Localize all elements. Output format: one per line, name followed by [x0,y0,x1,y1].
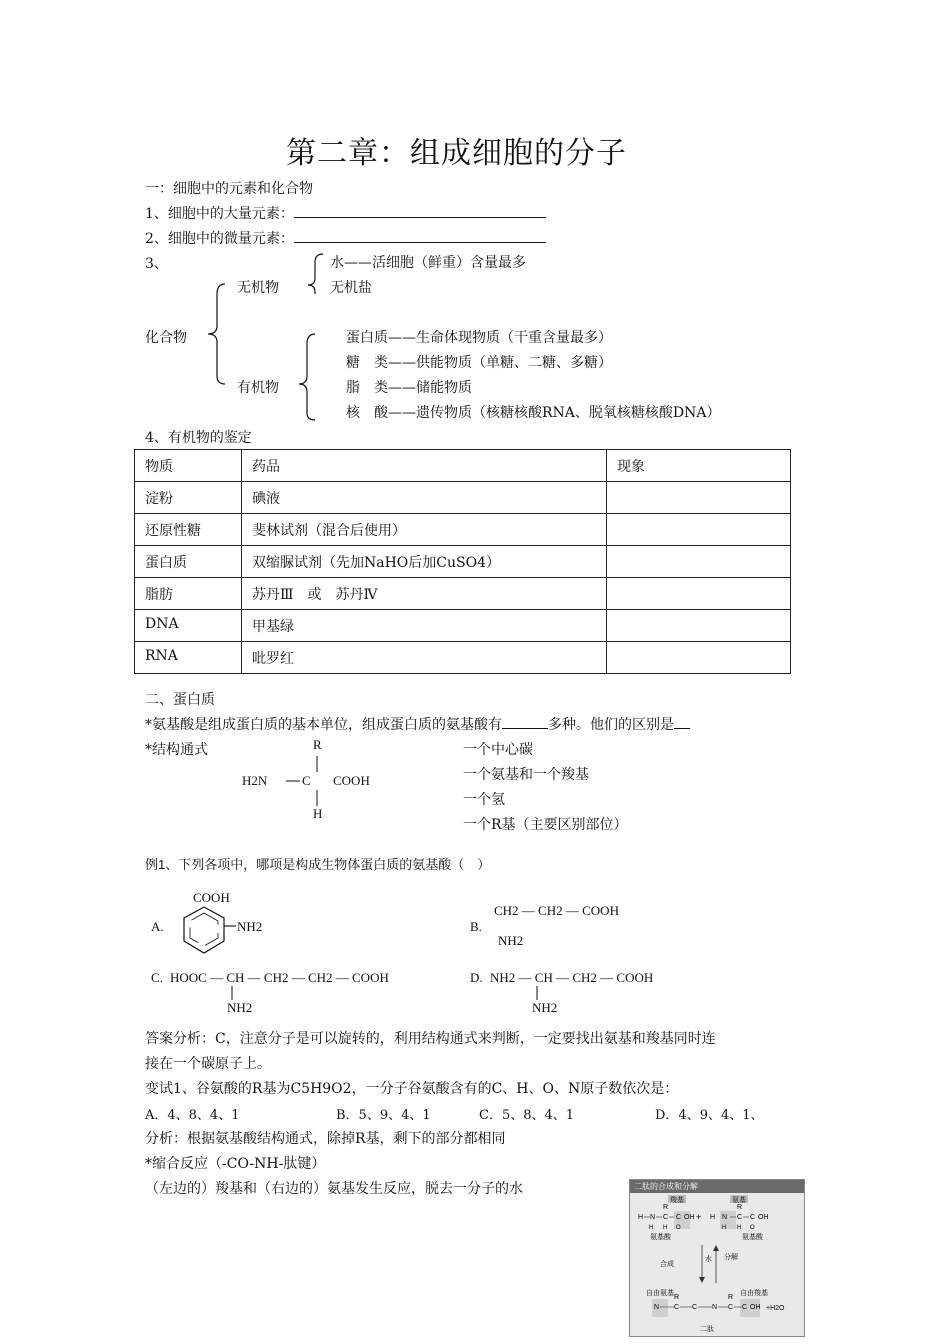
answer-analysis-1: 答案分析：C，注意分子是可以旋转的，利用结构通式来判断，一定要找出氨基和羧基同时连 [145,1031,716,1047]
svg-text:N: N [650,1214,656,1221]
formula-h2n: H2N [242,773,268,788]
water-label: 水 [705,1256,712,1263]
table-cell[interactable] [607,642,791,674]
compound-braces [195,248,335,430]
svg-text:C: C [674,1304,680,1311]
amino-acid-2-label: 氨基酸 [742,1234,763,1241]
answer-analysis-2: 接在一个碳原子上。 [145,1056,271,1072]
amino-acid-text: *氨基酸是组成蛋白质的基本单位，组成蛋白质的氨基酸有 [145,717,502,733]
svg-text:R: R [674,1294,680,1301]
figure-header: 二肽的合成和分解 [630,1180,804,1193]
table-cell: 脂肪 [135,578,242,610]
free-amino-label: 自由氨基 [646,1290,674,1297]
table-row [135,482,791,514]
table-row [135,610,791,642]
option-a-cooh: COOH [193,890,230,905]
table-row [135,514,791,546]
svg-text:O: O [676,1225,681,1231]
option-b-label[interactable]: B. [470,919,482,934]
feature-item: 一个氨基和一个羧基 [463,767,589,783]
option-d-chain: NH2 — CH — CH2 — COOH [490,970,654,985]
table-cell[interactable] [607,578,791,610]
water-product-label: +H2O [766,1305,785,1312]
svg-text:H: H [722,1225,727,1231]
table-cell: 吡罗红 [242,642,607,674]
example1-question: 例1、下列各项中，哪项是构成生物体蛋白质的氨基酸（ ） [145,857,491,872]
svg-text:C: C [728,1304,734,1311]
organic-item: 脂 类——储能物质 [346,380,472,396]
organic-label: 有机物 [237,380,279,396]
option-c-chain: HOOC — CH — CH2 — CH2 — COOH [170,970,389,985]
svg-text:C: C [750,1214,756,1221]
svg-text:N: N [722,1214,728,1221]
trace-elements-label: 2、细胞中的微量元素： [145,231,294,247]
table-cell: 甲基绿 [242,610,607,642]
decomposition-label: 分解 [724,1254,738,1261]
option-d-bond [530,984,540,1002]
svg-text:OH: OH [758,1214,769,1221]
table-cell: DNA [135,610,242,642]
table-cell: 淀粉 [135,482,242,514]
synthesis-label: 合成 [660,1261,674,1268]
option-b-nh2: NH2 [498,933,524,948]
table-cell: 还原性糖 [135,514,242,546]
table-cell: 双缩脲试剂（先加NaHO后加CuSO4） [242,546,607,578]
table-cell: RNA [135,642,242,674]
table-cell: 斐林试剂（混合后使用） [242,514,607,546]
feature-item: 一个R基（主要区别部位） [463,817,628,833]
choice-d[interactable]: D．4、9、4、1、 [655,1108,764,1123]
identification-table [134,449,791,674]
inorganic-item: 无机盐 [330,280,372,296]
table-cell[interactable] [607,610,791,642]
table-cell: 碘液 [242,482,607,514]
table-cell: 蛋白质 [135,546,242,578]
formula-r: R [313,737,322,752]
variant-question: 变试1、谷氨酸的R基为C5H9O2，一分子谷氨酸含有的C、H、O、N原子数依次是： [145,1081,679,1097]
svg-text:H: H [663,1225,668,1231]
svg-text:R: R [663,1204,669,1211]
table-row [135,578,791,610]
option-c-bond [225,984,235,1002]
amino-acid-1-label: 氨基酸 [650,1234,671,1241]
svg-text:H: H [638,1214,644,1221]
formula-bonds [280,752,340,810]
amino-label: 氨基 [732,1197,746,1204]
inorganic-label: 无机物 [237,280,279,296]
major-elements-blank[interactable] [294,217,546,218]
section1-heading: 一：细胞中的元素和化合物 [145,181,313,197]
condensation-heading: *缩合反应（-CO-NH-肽键） [145,1156,326,1172]
svg-text:R: R [728,1294,734,1301]
formula-cooh: COOH [333,773,370,788]
option-d-nh2: NH2 [532,1000,558,1015]
analysis-line: 分析：根据氨基酸结构通式，除掉R基，剩下的部分都相同 [145,1131,506,1147]
table-cell[interactable] [607,546,791,578]
svg-text:+: + [696,1212,702,1222]
feature-item: 一个氢 [463,792,505,808]
svg-text:OH: OH [750,1304,761,1311]
organic-item: 蛋白质——生命体现物质（干重含量最多） [346,330,612,346]
svg-text:C: C [692,1304,698,1311]
amino-acid-line [145,714,690,734]
svg-text:N: N [712,1304,718,1311]
table-row [135,642,791,674]
major-elements-label: 1、细胞中的大量元素： [145,206,294,222]
dipeptide-diagram [630,1193,804,1335]
trace-elements-line [145,228,546,248]
option-b-chain: CH2 — CH2 — COOH [494,903,619,918]
inorganic-brace [308,254,323,294]
svg-text:R: R [737,1204,743,1211]
formula-h: H [313,806,323,821]
table-row [135,546,791,578]
section2-heading: 二、蛋白质 [145,692,215,708]
svg-text:C: C [663,1214,669,1221]
benzene-ring-icon [176,904,238,958]
organic-item: 糖 类——供能物质（单糖、二糖、多糖） [346,355,612,371]
table-header-cell: 现象 [607,450,791,482]
svg-text:OH: OH [684,1214,695,1221]
organic-item: 核 酸——遗传物质（核糖核酸RNA、脱氧核糖核酸DNA） [346,405,721,421]
dipeptide-label: 二肽 [700,1326,714,1333]
carboxyl-label: 羧基 [670,1197,684,1204]
svg-text:H: H [710,1214,716,1221]
identification-heading: 4、有机物的鉴定 [145,430,252,446]
svg-text:H: H [737,1225,742,1231]
amino-acid-count-blank[interactable] [502,728,548,729]
option-d-label[interactable]: D. [470,970,483,985]
compound-brace [208,284,225,384]
feature-item: 一个中心碳 [463,742,533,758]
difference-blank[interactable] [674,728,690,729]
svg-text:C: C [742,1304,748,1311]
condensation-desc: （左边的）羧基和（右边的）氨基发生反应，脱去一分子的水 [145,1181,523,1197]
choice-a[interactable]: A．4、8、4、1 [145,1108,240,1123]
option-a-label[interactable]: A. [151,919,164,934]
option-c-nh2: NH2 [227,1000,253,1015]
svg-text:C: C [737,1214,743,1221]
table-header-cell: 药品 [242,450,607,482]
amino-acid-text-2: 多种。他们的区别是 [548,717,674,733]
item3-label: 3、 [145,256,168,272]
choice-b[interactable]: B．5、9、4、1 [336,1108,431,1123]
option-c-label[interactable]: C. [151,970,163,985]
svg-text:O: O [750,1225,755,1231]
formula-c: C [302,773,311,788]
svg-text:N: N [654,1304,660,1311]
compounds-label: 化合物 [145,330,187,346]
table-cell: 苏丹Ⅲ 或 苏丹Ⅳ [242,578,607,610]
free-carboxyl-label: 自由羧基 [740,1290,768,1297]
dipeptide-figure [629,1179,805,1337]
organic-brace [299,334,315,420]
option-a-nh2: NH2 [237,919,263,934]
structure-label: *结构通式 [145,742,208,758]
table-cell[interactable] [607,514,791,546]
choice-c[interactable]: C．5、8、4、1 [479,1108,575,1123]
trace-elements-blank[interactable] [294,242,546,243]
svg-text:H: H [649,1225,654,1231]
table-header-row [135,450,791,482]
inorganic-item: 水——活细胞（鲜重）含量最多 [330,255,526,271]
table-cell[interactable] [607,482,791,514]
table-header-cell: 物质 [135,450,242,482]
svg-text:C: C [676,1214,682,1221]
page-title: 第二章：组成细胞的分子 [286,136,627,171]
major-elements-line [145,203,546,223]
